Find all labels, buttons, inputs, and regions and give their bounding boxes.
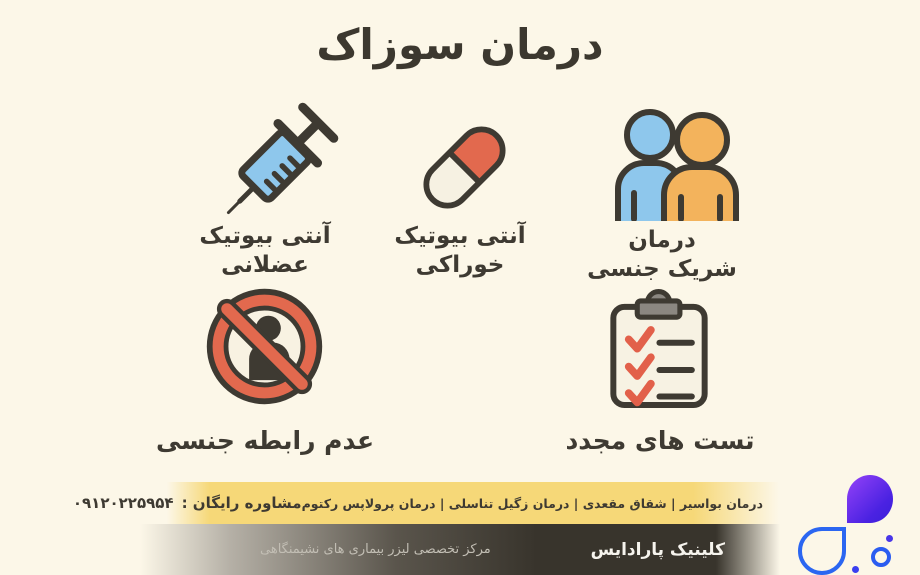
- label-line-2: خوراکی: [415, 251, 505, 278]
- label-line-1: عدم رابطه جنسی: [155, 426, 375, 455]
- logo-dot-icon: [886, 535, 893, 542]
- consultation-label: مشاوره رایگان :: [181, 494, 302, 512]
- page-title: درمان سوزاک: [316, 20, 604, 69]
- label-line-1: آنتی بیوتیک: [199, 223, 331, 249]
- label-line-1: درمان: [628, 227, 696, 253]
- clinic-logo: [795, 473, 917, 575]
- capsule-icon: [402, 105, 527, 230]
- label-line-2: شریک جنسی: [587, 255, 737, 282]
- label-oral-antibiotic: [360, 222, 560, 280]
- label-intramuscular-antibiotic: [165, 222, 365, 280]
- label-no-sexual-relations: [150, 425, 380, 456]
- logo-ring-icon: [871, 547, 891, 567]
- clinic-tagline: مرکز تخصصی لیزر بیماری های نشیمنگاهی: [260, 542, 491, 557]
- no-person-icon: [202, 284, 327, 409]
- label-line-1: تست های مجدد: [565, 426, 755, 455]
- logo-leaf-outline-icon: [798, 527, 846, 575]
- logo-leaf-filled-icon: [847, 475, 893, 523]
- checklist-icon: [598, 283, 720, 411]
- people-icon: [598, 103, 748, 221]
- label-repeat-tests: [545, 425, 775, 456]
- free-consultation: [73, 494, 302, 512]
- phone-number: ۰۹۱۲۰۲۲۵۹۵۴: [72, 494, 174, 512]
- services-band: [72, 482, 779, 524]
- logo-dot-icon: [852, 566, 859, 573]
- label-partner-treatment: [562, 226, 762, 284]
- label-line-1: آنتی بیوتیک: [394, 223, 526, 249]
- syringe-icon: [198, 93, 348, 243]
- label-line-2: عضلانی: [221, 251, 309, 278]
- services-list: درمان بواسیر | شقاق مقعدی | درمان زگیل تناسلی | درمان پرولاپس رکتوم: [301, 495, 763, 511]
- clinic-bar: [140, 524, 780, 575]
- clinic-name: کلینیک پارادایس: [590, 539, 725, 560]
